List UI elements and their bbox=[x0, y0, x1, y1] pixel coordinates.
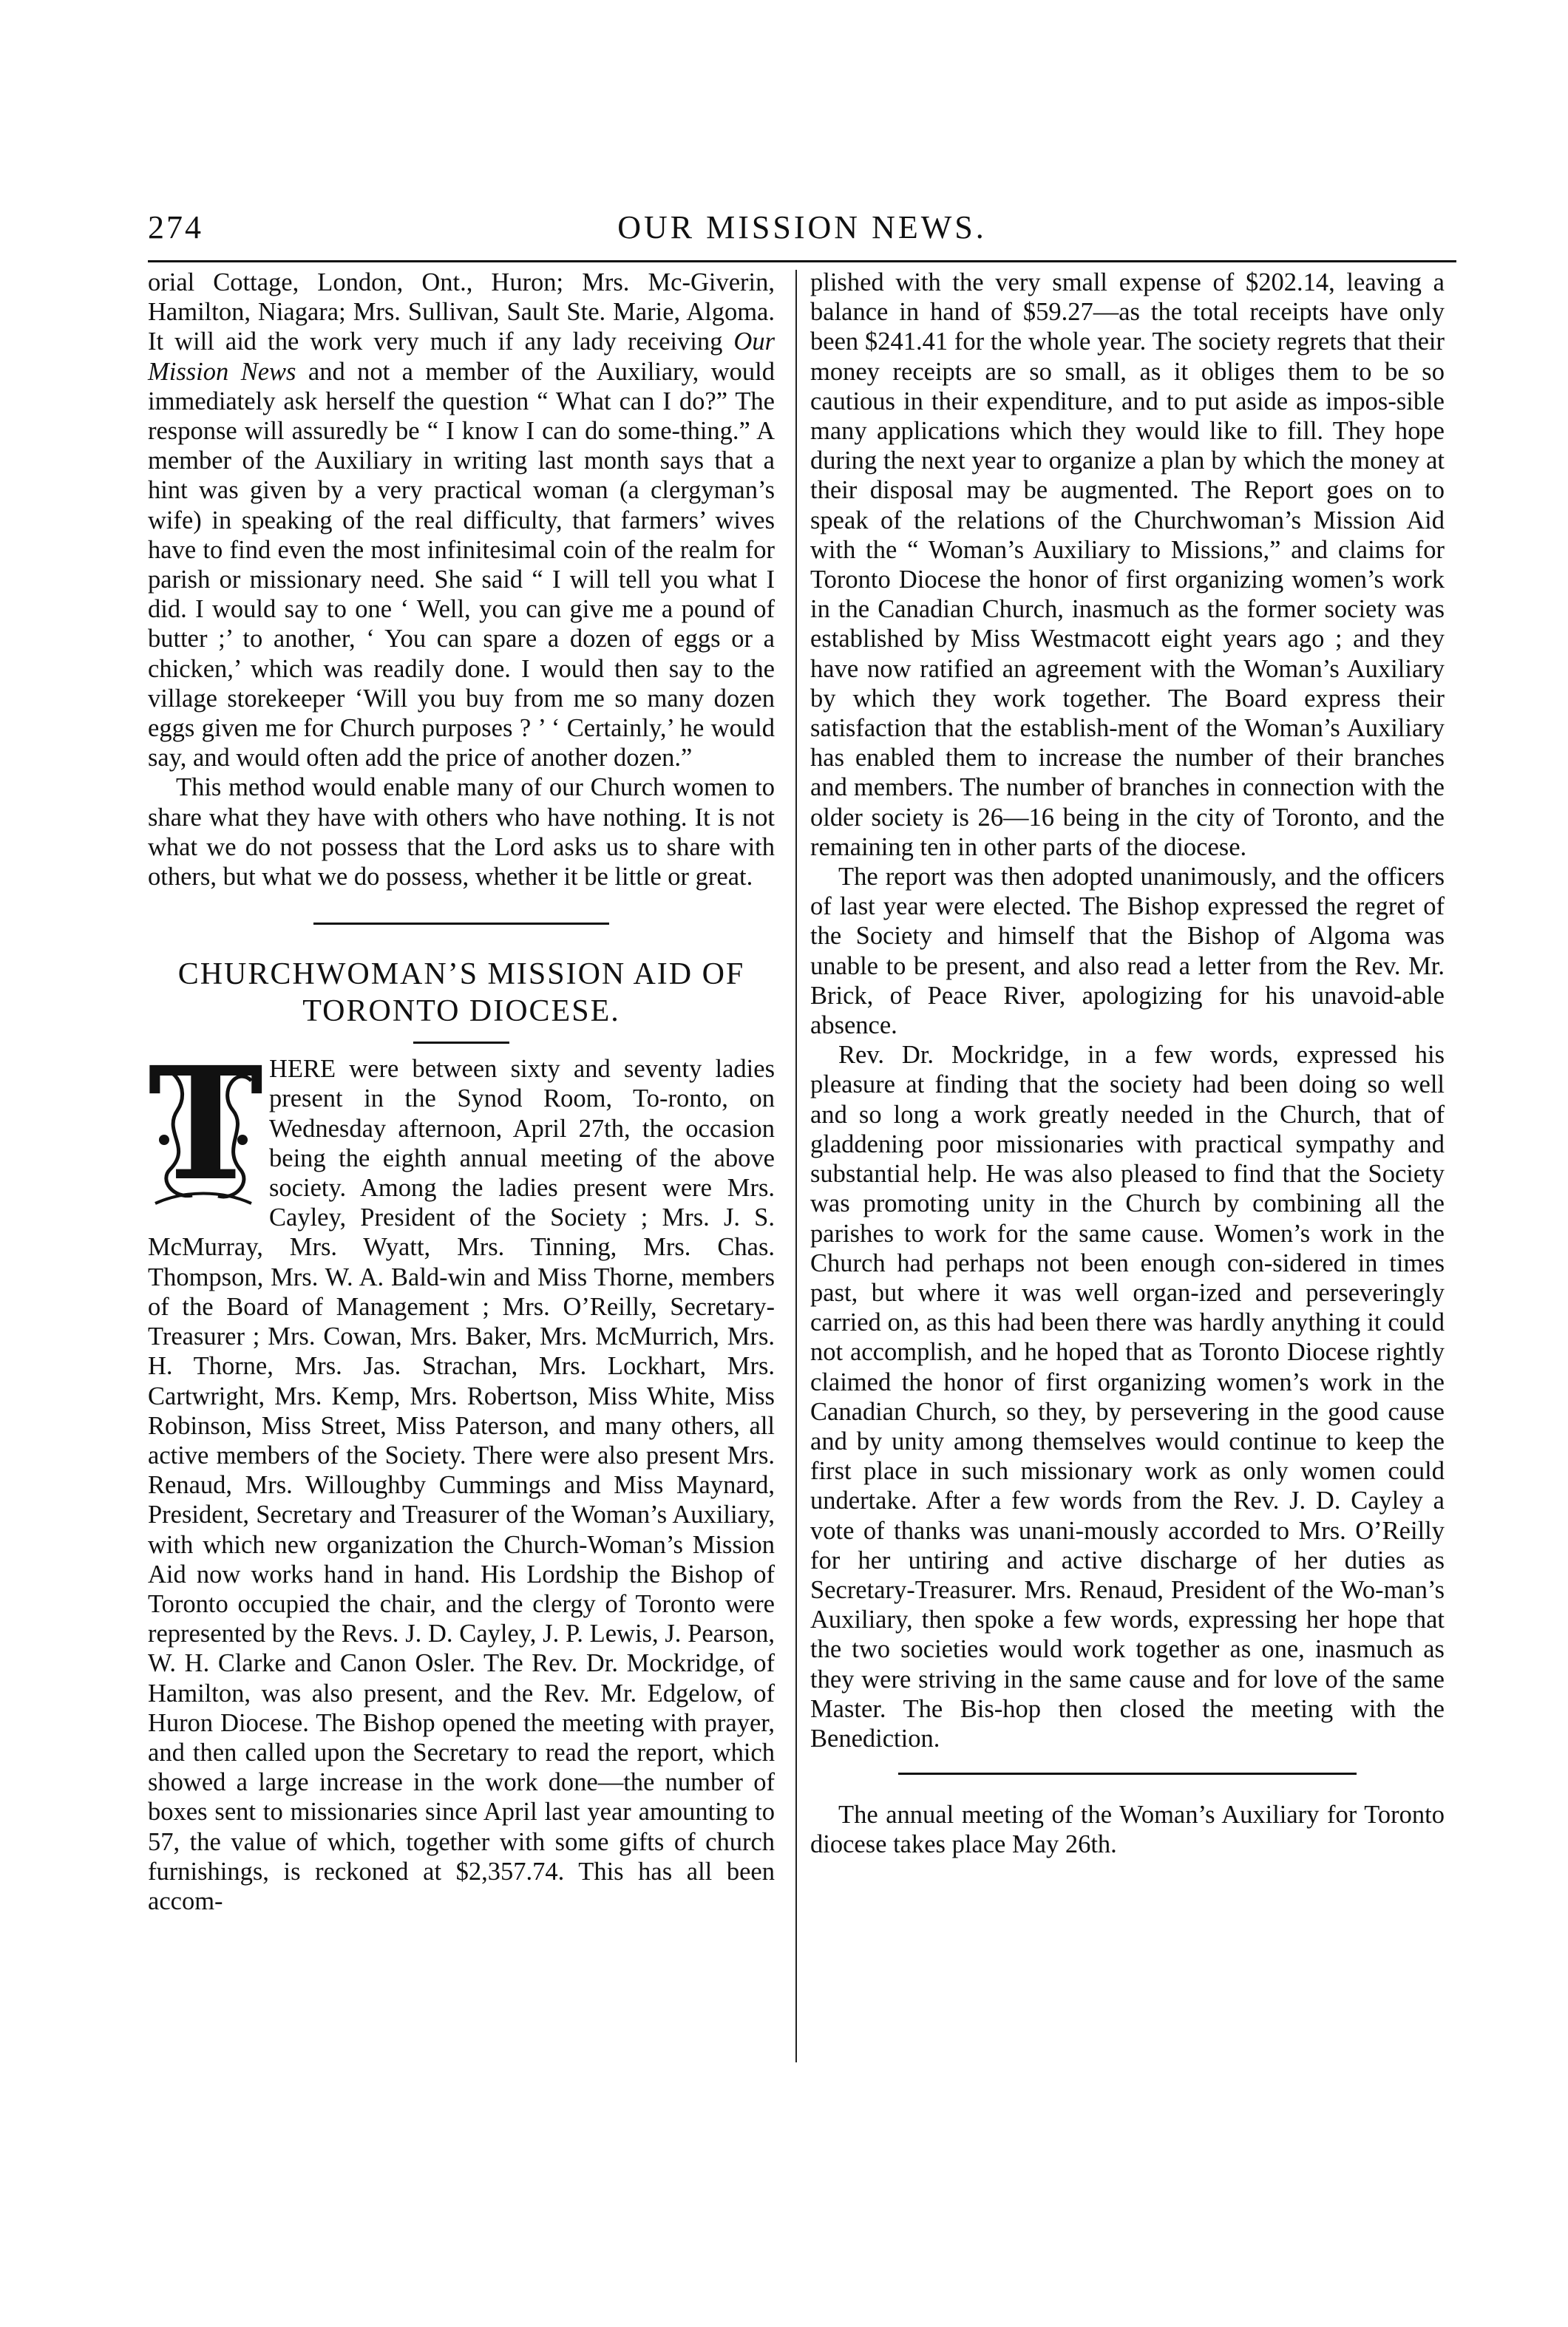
closing-separator-rule bbox=[898, 1773, 1357, 1775]
section-separator-rule bbox=[313, 923, 609, 925]
article-title-line-1: CHURCHWOMAN’S MISSION AID OF bbox=[177, 957, 745, 992]
running-head bbox=[148, 208, 1456, 253]
article-title-line-2: TORONTO DIOCESE. bbox=[302, 994, 620, 1029]
continued-paragraph bbox=[148, 268, 775, 772]
continued-paragraph-part-b: and not a member of the Auxiliary, would immediately ask herself the question “ What can I do?” The response will assuredly be “ I know I can do some-thing.” A member of the Auxiliary in writing last month says that a hint was given by a very practical woman (a clergyman’s wife) in speaking of the real difficulty, that farmers’ wives have to find even the most infinitesimal coin of the realm for parish or missionary need. She said “ I will tell you what I did. I would say to one ‘ Well, you can give me a pound of butter ;’ to another, ‘ You can spare a dozen of eggs or a chicken,’ which was readily done. I would then say to the village storekeeper ‘Will you buy from me so many dozen eggs given me for Church purposes ? ’ ‘ Certainly,’ he would say, and would often add the price of another dozen.” bbox=[148, 357, 775, 772]
report-paragraph: plished with the very small expense of $202.14, leaving a balance in hand of $59.27—as the total receipts have only been $241.41 for the whole year. The society regrets that their money receipts are so small, as it obliges them to be so cautious in their expenditure, and to put aside as impos-sible many applications which they would like to fill. They hope during the next year to organize a plan by which the money at their disposal may be augmented. The Report goes on to speak of the relations of the Churchwoman’s Mission Aid with the “ Woman’s Auxiliary to Missions,” and claims for Toronto Diocese the honor of first organizing women’s work in the Canadian Church, inasmuch as the former society was established by Miss Westmacott eight years ago ; and they have now ratified an agreement with the Woman’s Auxiliary by which they work together. The Board express their satisfaction that the establish-ment of the Woman’s Auxiliary has enabled them to increase the number of their branches and members. The number of branches in connection with the older society is 26—16 being in the city of Toronto, and the remaining ten in other parts of the diocese. bbox=[810, 268, 1445, 861]
right-column bbox=[810, 268, 1445, 1860]
continued-paragraph-part-a: orial Cottage, London, Ont., Huron; Mrs. Mc-Giverin, Hamilton, Niagara; Mrs. Sullivan, Sault Ste. Marie, Algoma. It will aid the work very much if any lady receiving bbox=[148, 268, 775, 356]
article-first-paragraph-text: HERE were between sixty and seventy ladies present in the Synod Room, To-ronto, on Wednesday afternoon, April 27th, the occasion being the eighth annual meeting of the above society. Among the ladies present were Mrs. Cayley, President of the Society ; Mrs. J. S. McMurray, Mrs. Wyatt, Mrs. Tinning, Mrs. Chas. Thompson, Mrs. W. A. Bald-win and Miss Thorne, members of the Board of Management ; Mrs. O’Reilly, Secretary-Treasurer ; Mrs. Cowan, Mrs. Baker, Mrs. McMurrich, Mrs. H. Thorne, Mrs. Jas. Strachan, Mrs. Lockhart, Mrs. Cartwright, Mrs. Kemp, Mrs. Robertson, Miss White, Miss Robinson, Miss Street, Miss Paterson, and many others, all active members of the Society. There were also present Mrs. Renaud, Mrs. Willoughby Cummings and Miss Maynard, President, Secretary and Treasurer of the Woman’s Auxiliary, with which new organization the Church-Woman’s Mission Aid now works hand in hand. His Lordship the Bishop of Toronto occupied the chair, and the clergy of Toronto were represented by the Revs. J. D. Cayley, J. P. Lewis, J. Pearson, W. H. Clarke and Canon Osler. The Rev. Dr. Mockridge, of Hamilton, was also present, and the Rev. Mr. Edgelow, of Huron Diocese. The Bishop opened the meeting with prayer, and then called upon the Secretary to read the report, which showed a large increase in the work done—the number of boxes sent to missionaries since April last year amounting to 57, the value of which, together with some gifts of church furnishings, is reckoned at $2,357.74. This has all been accom- bbox=[148, 1055, 775, 1915]
closing-note: The annual meeting of the Woman’s Auxiliary for Toronto diocese takes place May 26th. bbox=[810, 1801, 1445, 1859]
article-title bbox=[148, 956, 775, 1030]
publication-name: Our Mission News bbox=[148, 327, 775, 386]
column-divider bbox=[795, 270, 797, 2062]
drop-cap-letter: T bbox=[148, 1033, 264, 1216]
election-paragraph: The report was then adopted unanimously, and the officers of last year were elected. The Bishop expressed the regret of the Society and himself that the Bishop of Algoma was unable to be present, and also read a letter from the Rev. Mr. Brick, of Peace River, apologizing for his unavoid-able absence. bbox=[810, 863, 1445, 1040]
page-number: 274 bbox=[148, 209, 203, 245]
mockridge-paragraph: Rev. Dr. Mockridge, in a few words, expressed his pleasure at finding that the society had been doing so well and so long a work greatly needed in the Church, that of gladdening poor missionaries with practical sympathy and substantial help. He was also pleased to find that the Society was promoting unity in the Church by combining all the parishes to work for the same cause. Women’s work in the Church had perhaps not been enough con-sidered in times past, but where it was well organ-ized and perseveringly carried on, as this had been there was hardly anything it could not accomplish, and he hoped that as Toronto Diocese rightly claimed the honor of first organizing women’s work in the Canadian Church, so they, by persevering in the good cause and by unity among themselves would continue to keep the first place in such missionary work as only women could undertake. After a few words from the Rev. J. D. Cayley a vote of thanks was unani-mously accorded to Mrs. O’Reilly for her untiring and active discharge of her duties as Secretary-Treasurer. Mrs. Renaud, President of the Wo-man’s Auxiliary, then spoke a few words, expressing her hope that the two societies would work together as one, inasmuch as they were striving in the same cause and for love of the same Master. The Bis-hop then closed the meeting with the Benediction. bbox=[810, 1041, 1445, 1753]
ornamental-drop-cap bbox=[148, 1033, 264, 1216]
article-first-paragraph bbox=[148, 1033, 775, 1916]
church-women-paragraph: This method would enable many of our Church women to share what they have with others who have nothing. It is not what we do not possess that the Lord asks us to share with others, but what we do possess, whether it be little or great. bbox=[148, 773, 775, 891]
title-underline-rule bbox=[413, 1042, 509, 1044]
journal-title: OUR MISSION NEWS. bbox=[617, 209, 987, 245]
header-rule bbox=[148, 260, 1456, 262]
left-column bbox=[148, 268, 775, 1916]
